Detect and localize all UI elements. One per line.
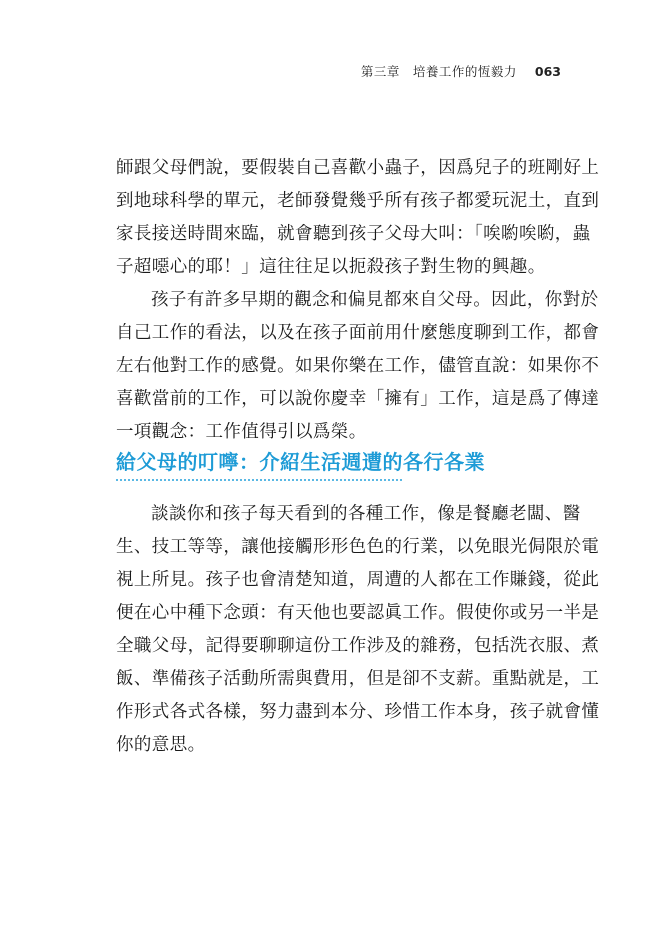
text-line: 師跟父母們說，要假裝自己喜歡小蟲子，因爲兒子的班剛好上 [116, 158, 600, 178]
chapter-title: 第三章 培養工作的恆毅力 [360, 64, 517, 79]
text-line: 喜歡當前的工作，可以說你慶幸「擁有」工作，這是爲了傳達 [116, 389, 600, 409]
text-line: 到地球科學的單元，老師發覺幾乎所有孩子都愛玩泥土，直到 [116, 191, 600, 211]
text-line: 孩子有許多早期的觀念和偏見都來自父母。因此，你對於 [151, 290, 599, 310]
text-line: 左右他對工作的感覺。如果你樂在工作，儘管直說：如果你不 [116, 356, 600, 376]
page-number: 063 [534, 64, 561, 79]
paragraph-continued [116, 152, 600, 284]
text-line: 視上所見。孩子也會清楚知道，周遭的人都在工作賺錢，從此 [116, 570, 600, 590]
text-line: 家長接送時間來臨，就會聽到孩子父母大叫：「唉喲唉喲，蟲 [116, 224, 591, 244]
text-line: 作形式各式各樣，努力盡到本分、珍惜工作本身，孩子就會懂 [116, 702, 600, 722]
paragraph-parents-influence [116, 284, 600, 449]
text-line: 談談你和孩子每天看到的各種工作，像是餐廳老闆、醫 [151, 504, 581, 524]
text-line: 便在心中種下念頭：有天他也要認眞工作。假使你或另一半是 [116, 603, 600, 623]
section-heading: 給父母的叮嚀：介紹生活週遭的各行各業 [116, 450, 485, 474]
heading-dotted-rule [116, 479, 402, 481]
text-line: 一項觀念：工作值得引以爲榮。 [116, 422, 367, 442]
text-line: 子超噁心的耶！」這往往足以扼殺孩子對生物的興趣。 [116, 257, 546, 277]
text-line: 你的意思。 [116, 735, 206, 755]
text-line: 生、技工等等，讓他接觸形形色色的行業，以免眼光侷限於電 [116, 537, 600, 557]
text-line: 自己工作的看法，以及在孩子面前用什麼態度聊到工作，都會 [116, 323, 600, 343]
text-line: 全職父母，記得要聊聊這份工作涉及的雜務，包括洗衣服、煮 [116, 636, 600, 656]
text-line: 飯、準備孩子活動所需與費用，但是卻不支薪。重點就是，工 [116, 669, 600, 689]
paragraph-talk-about-jobs [116, 498, 600, 762]
running-header [361, 62, 561, 80]
